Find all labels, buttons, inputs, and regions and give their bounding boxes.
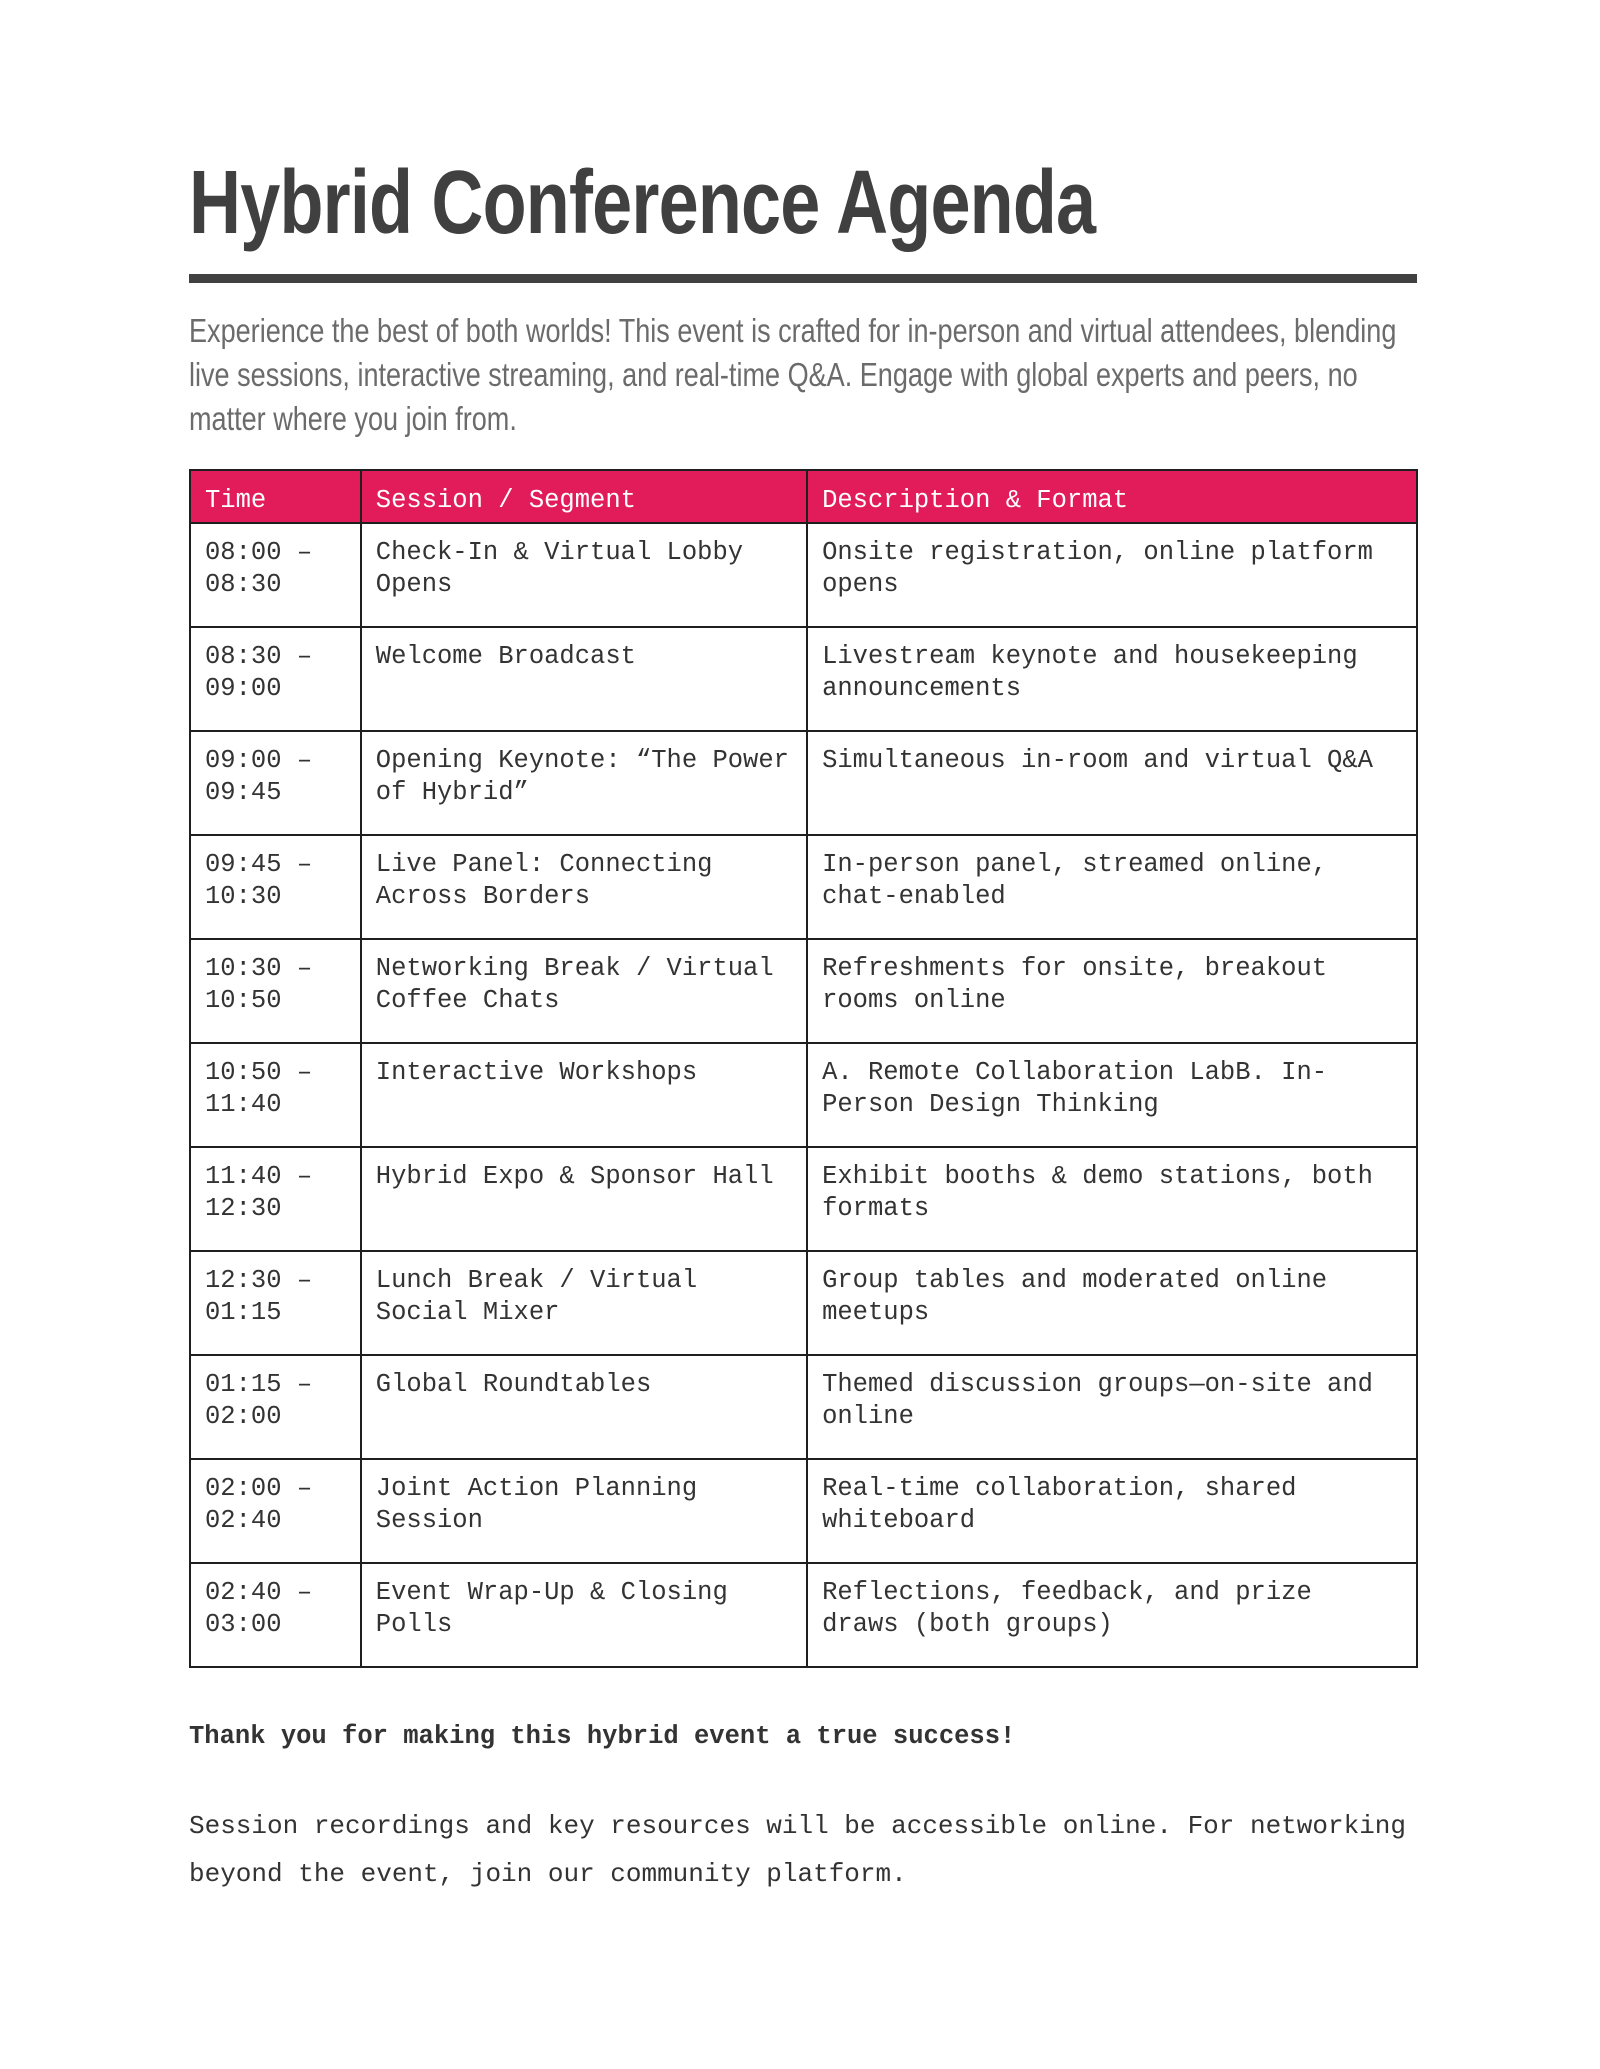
session-cell: Opening Keynote: “The Power of Hybrid” [361,731,807,835]
column-header-session: Session / Segment [361,470,807,523]
session-cell: Event Wrap-Up & Closing Polls [361,1563,807,1667]
table-row [190,1459,1417,1563]
description-cell: Group tables and moderated online meetups [807,1251,1417,1355]
time-cell: 10:50 – 11:40 [190,1043,361,1147]
time-cell: 12:30 – 01:15 [190,1251,361,1355]
session-cell: Interactive Workshops [361,1043,807,1147]
table-row [190,523,1417,627]
time-cell: 08:00 – 08:30 [190,523,361,627]
description-cell: Onsite registration, online platform opens [807,523,1417,627]
session-cell: Check-In & Virtual Lobby Opens [361,523,807,627]
closing-paragraph: Session recordings and key resources will be accessible online. For networking beyond the event, join our community platform. [189,1811,1406,1889]
time-cell: 02:40 – 03:00 [190,1563,361,1667]
time-cell: 09:00 – 09:45 [190,731,361,835]
time-cell: 08:30 – 09:00 [190,627,361,731]
session-cell: Global Roundtables [361,1355,807,1459]
table-row [190,939,1417,1043]
session-cell: Hybrid Expo & Sponsor Hall [361,1147,807,1251]
description-cell: Real-time collaboration, shared whiteboard [807,1459,1417,1563]
column-header-description: Description & Format [807,470,1417,523]
agenda-document [189,150,1417,1924]
description-cell: Exhibit booths & demo stations, both formats [807,1147,1417,1251]
description-cell: A. Remote Collaboration LabB. In-Person Design Thinking [807,1043,1417,1147]
table-row [190,1251,1417,1355]
time-cell: 01:15 – 02:00 [190,1355,361,1459]
session-cell: Lunch Break / Virtual Social Mixer [361,1251,807,1355]
description-cell: Reflections, feedback, and prize draws (both groups) [807,1563,1417,1667]
session-cell: Joint Action Planning Session [361,1459,807,1563]
description-cell: Simultaneous in-room and virtual Q&A [807,731,1417,835]
session-cell: Live Panel: Connecting Across Borders [361,835,807,939]
time-cell: 09:45 – 10:30 [190,835,361,939]
session-cell: Welcome Broadcast [361,627,807,731]
session-cell: Networking Break / Virtual Coffee Chats [361,939,807,1043]
description-cell: Themed discussion groups—on-site and online [807,1355,1417,1459]
agenda-table [189,469,1418,1668]
table-row [190,1563,1417,1667]
table-row [190,731,1417,835]
description-cell: Livestream keynote and housekeeping announcements [807,627,1417,731]
table-row [190,835,1417,939]
intro-paragraph: Experience the best of both worlds! This event is crafted for in-person and virtual attendees, blending live sessions, interactive streaming, and real-time Q&A. Engage with global experts and peers, no matter where you join from. [189,312,1397,437]
thank-you-note: Thank you for making this hybrid event a true success! [189,1722,1016,1751]
description-cell: In-person panel, streamed online, chat-enabled [807,835,1417,939]
page-title: Hybrid Conference Agenda [189,153,1096,253]
title-divider [189,274,1417,283]
time-cell: 10:30 – 10:50 [190,939,361,1043]
table-row [190,1147,1417,1251]
table-row [190,627,1417,731]
table-row [190,1355,1417,1459]
column-header-time: Time [190,470,361,523]
table-header-row [190,470,1417,523]
time-cell: 11:40 – 12:30 [190,1147,361,1251]
time-cell: 02:00 – 02:40 [190,1459,361,1563]
table-row [190,1043,1417,1147]
description-cell: Refreshments for onsite, breakout rooms online [807,939,1417,1043]
